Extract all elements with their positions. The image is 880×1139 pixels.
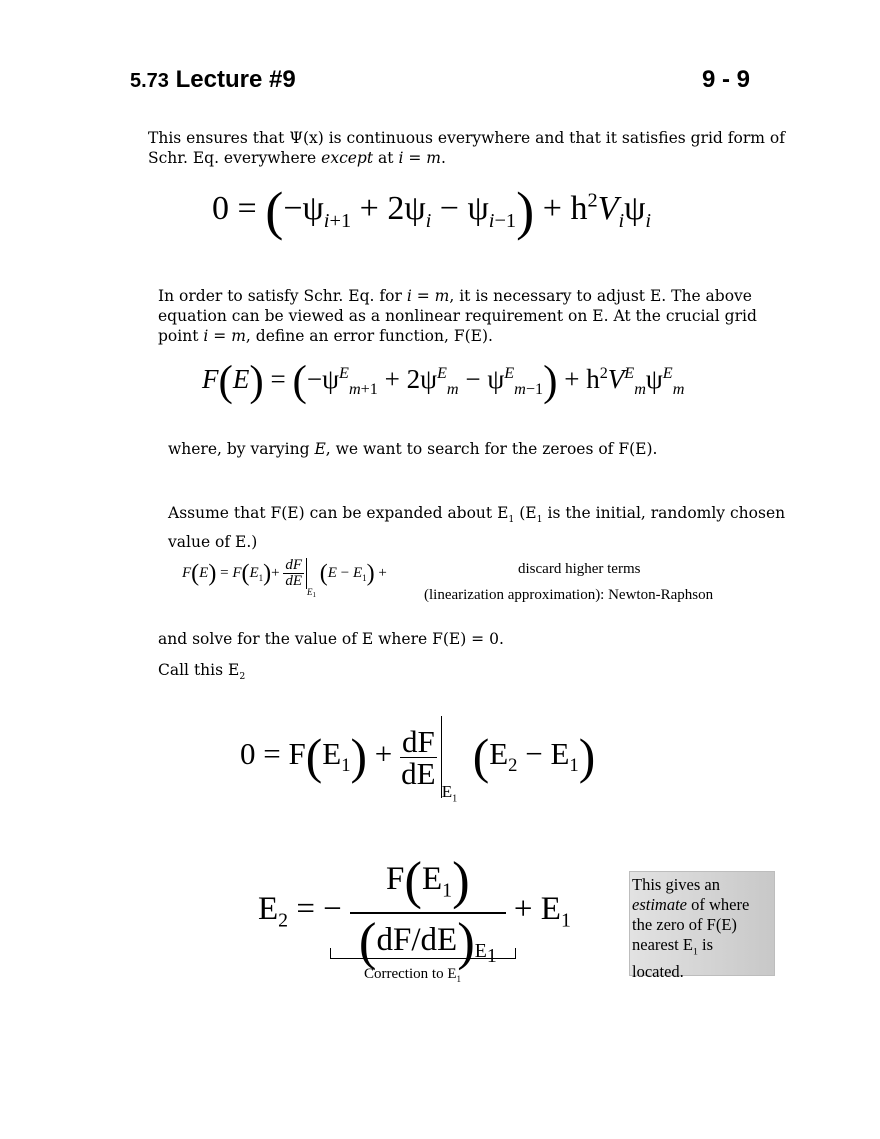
course-number: 5.73 <box>130 70 169 92</box>
linearized-equation: $0 = F(E_1)$ + $\frac{dF}{dE}$ $E_1$ $(E_2 - E_1)$ <box>240 716 595 798</box>
newton-raphson-formula: $E_2$ = − $\frac{F(E_1)}{(dF/dE)_{E_1}}$ + $E_1$ <box>258 852 571 971</box>
discard-note: discard higher terms <box>518 561 641 577</box>
paragraph-intro: This ensures that Ψ(x) is continuous everywhere and that it satisfies grid form of Schr. Eq. everywhere except at i = m. <box>148 129 785 167</box>
estimate-note-box: This gives an estimate of where the zero of F(E) nearest $E_1$ is located. <box>629 871 775 976</box>
correction-bracket <box>330 948 516 959</box>
grid-schrodinger-equation: $0 = (-\psi_{i+1} + 2\psi_i - \psi_{i-1}) + h^2V_i\psi_i$ <box>212 181 652 241</box>
paragraph-adjust-energy: In order to satisfy Schr. Eq. for i = m, it is necessary to adjust E. The above equation can be viewed as a nonlinear requirement on E. At the crucial grid point i = m, define an error function, F(E). <box>158 287 757 345</box>
estimate-emphasis: estimate <box>632 895 687 914</box>
linearization-note: (linearization approximation): Newton-Raphson <box>424 587 714 603</box>
paragraph-search-zeroes: where, by varying E, we want to search for the zeroes of F(E). <box>168 440 658 458</box>
paragraph-call-e2: Call this $E_2$ <box>158 661 246 683</box>
header-title <box>130 66 296 94</box>
correction-label: Correction to $E_1$ <box>364 966 461 984</box>
error-function-equation: $F(E) = (-\psi^E_{m+1} + 2\psi^E_m - \psi^E_{m-1}) + h^2V^E_m\psi^E_m$ <box>202 358 685 405</box>
paragraph-solve: and solve for the value of E where F(E) = 0. <box>158 630 504 648</box>
paragraph-expansion: Assume that F(E) can be expanded about $E_1$ ($E_1$ is the initial, randomly chosen value of E.) <box>168 504 786 552</box>
psi-symbol: Ψ <box>289 129 303 147</box>
lecture-label: Lecture #9 <box>175 66 296 93</box>
taylor-expansion-equation: $F(E) = F(E_1)+$ $\frac{dF}{dE}$ $_{E1}$ $(E - E_1)$ + <box>182 557 387 599</box>
page-number: 9 - 9 <box>701 66 750 93</box>
except-emphasis: except <box>321 149 374 167</box>
